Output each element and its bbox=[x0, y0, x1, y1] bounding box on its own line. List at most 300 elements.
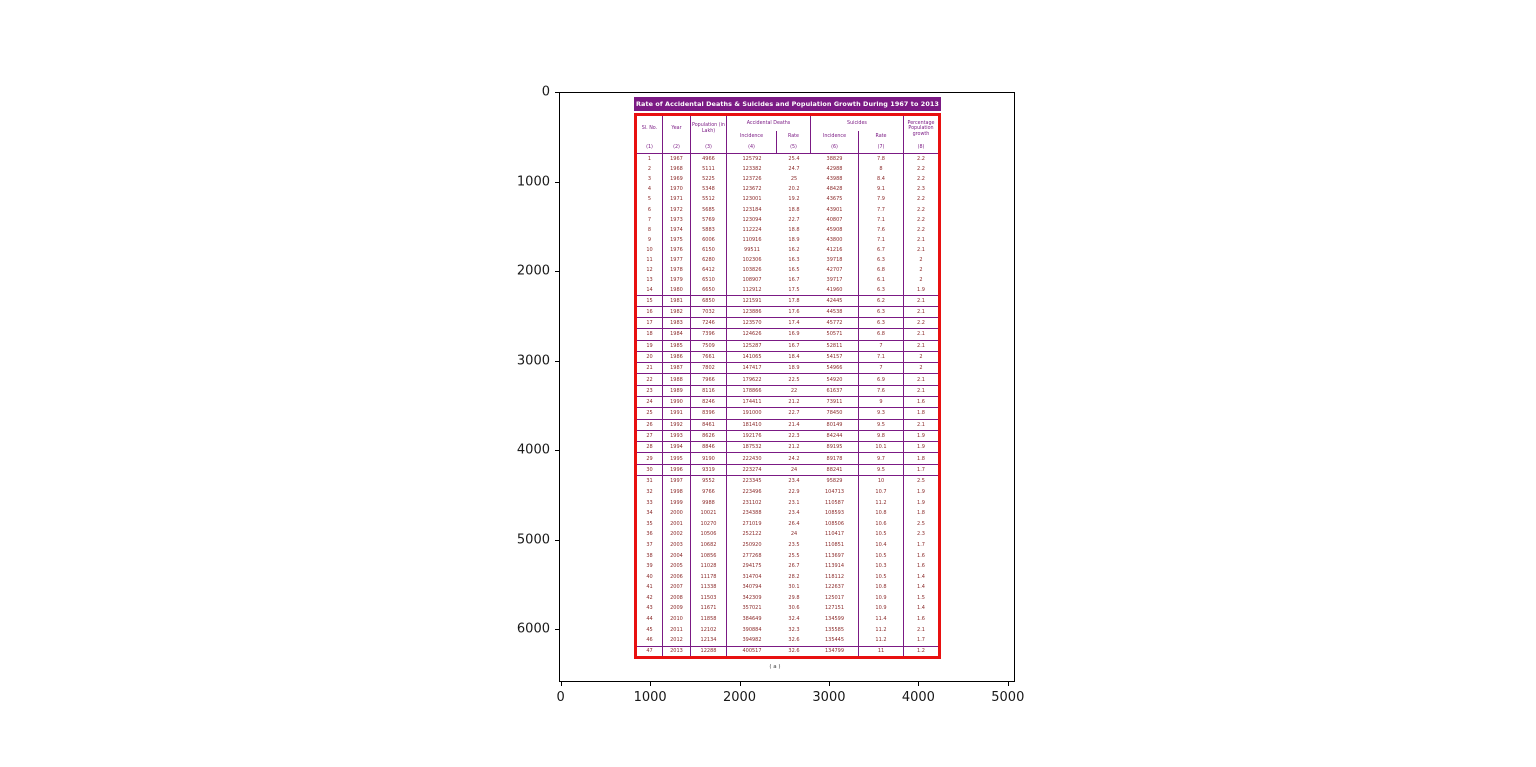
table-cell: 3 bbox=[637, 174, 663, 184]
table-cell: 5512 bbox=[691, 194, 727, 204]
table-cell: 6510 bbox=[691, 275, 727, 285]
table-cell: 2001 bbox=[663, 518, 691, 529]
table-row bbox=[637, 265, 938, 275]
table-cell: 2004 bbox=[663, 550, 691, 561]
table-cell: 1.8 bbox=[917, 510, 925, 517]
table-cell: 6.2 bbox=[859, 296, 904, 305]
table-cell: 2.2 bbox=[917, 176, 925, 183]
col-header-population: Population (in Lakh) bbox=[691, 116, 727, 142]
table-cell: 13 bbox=[637, 275, 663, 285]
table-cell: 6850 bbox=[691, 296, 727, 305]
table-cell: 124626 bbox=[742, 331, 762, 338]
table-cell: 10270 bbox=[691, 518, 727, 529]
table-cell: 1972 bbox=[663, 204, 691, 214]
table-cell: 2.1 bbox=[917, 236, 925, 243]
table-cell: 27 bbox=[637, 431, 663, 441]
table-cell: 271019 bbox=[742, 520, 762, 527]
table-row bbox=[637, 295, 938, 306]
table-cell: 38 bbox=[637, 550, 663, 561]
table-cell: 42445 bbox=[811, 296, 859, 305]
table-cell: 8 bbox=[859, 164, 904, 174]
table-cell: 4966 bbox=[691, 154, 727, 164]
table-row bbox=[637, 582, 938, 593]
table-cell: 123184 bbox=[742, 206, 762, 213]
table-cell: 25 bbox=[790, 176, 798, 183]
y-tick-mark bbox=[555, 182, 559, 183]
table-cell: 17 bbox=[637, 318, 663, 328]
table-cell: 5769 bbox=[691, 215, 727, 225]
table-cell: 222430 bbox=[742, 455, 762, 462]
table-cell: 11.4 bbox=[859, 614, 904, 625]
table-cell: 7.7 bbox=[859, 204, 904, 214]
table-cell: 44538 bbox=[811, 307, 859, 317]
col-index-2: (2) bbox=[663, 142, 691, 154]
table-cell: 17.8 bbox=[788, 297, 800, 304]
table-cell: 2.1 bbox=[917, 297, 925, 304]
table-cell: 8116 bbox=[691, 386, 727, 396]
table-cell: 141065 bbox=[742, 353, 762, 360]
table-cell: 23.5 bbox=[788, 541, 800, 548]
table-row bbox=[637, 194, 938, 204]
table-cell: 1.6 bbox=[917, 563, 925, 570]
table-cell: 112224 bbox=[742, 226, 762, 233]
table-cell: 40807 bbox=[811, 215, 859, 225]
col-group-accidental-deaths: Accidental Deaths bbox=[727, 116, 811, 131]
table-row bbox=[637, 646, 938, 657]
table-cell: 1989 bbox=[663, 386, 691, 396]
table-row bbox=[637, 174, 938, 184]
table-cell: 181410 bbox=[742, 421, 762, 428]
table-cell: 10 bbox=[637, 245, 663, 255]
table-cell: 24 bbox=[637, 397, 663, 407]
table-cell: 2002 bbox=[663, 529, 691, 540]
table-cell: 112912 bbox=[742, 287, 762, 294]
table-row bbox=[637, 603, 938, 614]
table-cell: 1986 bbox=[663, 352, 691, 362]
y-tick-mark bbox=[555, 450, 559, 451]
table-cell: 22.9 bbox=[788, 488, 800, 495]
table-cell: 110417 bbox=[811, 529, 859, 540]
table-cell: 2000 bbox=[663, 508, 691, 519]
table-cell: 26.7 bbox=[788, 563, 800, 570]
table-row bbox=[637, 476, 938, 487]
table-cell: 5883 bbox=[691, 225, 727, 235]
table-row bbox=[637, 453, 938, 464]
table-cell: 2005 bbox=[663, 561, 691, 572]
col-header-year: Year bbox=[663, 116, 691, 142]
table-cell: 6650 bbox=[691, 285, 727, 295]
table-cell: 21.2 bbox=[788, 444, 800, 451]
table-cell: 5111 bbox=[691, 164, 727, 174]
table-row bbox=[637, 614, 938, 625]
table-cell: 1978 bbox=[663, 265, 691, 275]
table-cell: 2.1 bbox=[917, 331, 925, 338]
table-cell: 2 bbox=[919, 256, 923, 263]
table-cell: 125017 bbox=[811, 593, 859, 604]
table-cell: 32.3 bbox=[788, 626, 800, 633]
table-row bbox=[637, 329, 938, 340]
table-cell: 2.2 bbox=[917, 206, 925, 213]
table-cell: 9552 bbox=[691, 476, 727, 487]
table-cell: 2010 bbox=[663, 614, 691, 625]
col-index-1: (1) bbox=[637, 142, 663, 154]
table-cell: 23 bbox=[637, 386, 663, 396]
table-cell: 21 bbox=[637, 363, 663, 373]
col-header-growth: Percentage Population growth bbox=[907, 120, 935, 137]
table-rows bbox=[637, 154, 938, 656]
table-cell: 113697 bbox=[811, 550, 859, 561]
table-cell: 32.6 bbox=[788, 637, 800, 644]
table-row bbox=[637, 529, 938, 540]
y-tick-mark bbox=[555, 271, 559, 272]
table-cell: 2 bbox=[637, 164, 663, 174]
table-row bbox=[637, 363, 938, 374]
table-cell: 1985 bbox=[663, 341, 691, 351]
table-cell: 9988 bbox=[691, 497, 727, 508]
table-cell: 1983 bbox=[663, 318, 691, 328]
table-cell: 250920 bbox=[742, 541, 762, 548]
table-cell: 1981 bbox=[663, 296, 691, 305]
table-cell: 10506 bbox=[691, 529, 727, 540]
y-tick-label: 4000 bbox=[516, 442, 550, 458]
table-cell: 43800 bbox=[811, 235, 859, 245]
y-tick-label: 0 bbox=[541, 84, 550, 100]
table-cell: 22 bbox=[637, 374, 663, 384]
table-cell: 9319 bbox=[691, 465, 727, 475]
x-tick-mark bbox=[561, 682, 562, 686]
table-cell: 7802 bbox=[691, 363, 727, 373]
table-row bbox=[637, 635, 938, 646]
table-cell: 16.9 bbox=[788, 331, 800, 338]
table-cell: 2.2 bbox=[917, 226, 925, 233]
table-cell: 2.1 bbox=[917, 342, 925, 349]
table-cell: 2.1 bbox=[917, 626, 925, 633]
x-tick-mark bbox=[829, 682, 830, 686]
table-cell: 125287 bbox=[742, 342, 762, 349]
table-cell: 24 bbox=[790, 466, 798, 473]
table-cell: 33 bbox=[637, 497, 663, 508]
table-cell: 6.3 bbox=[859, 285, 904, 295]
table-cell: 2.1 bbox=[917, 421, 925, 428]
table-cell: 88241 bbox=[811, 465, 859, 475]
table-cell: 30 bbox=[637, 465, 663, 475]
table-cell: 1988 bbox=[663, 374, 691, 384]
table-cell: 1.7 bbox=[917, 637, 925, 644]
table-row bbox=[637, 397, 938, 408]
table-cell: 1.4 bbox=[917, 605, 925, 612]
table-cell: 8396 bbox=[691, 408, 727, 418]
table-cell: 2008 bbox=[663, 593, 691, 604]
table-cell: 16.5 bbox=[788, 267, 800, 274]
table-cell: 123001 bbox=[742, 196, 762, 203]
table-cell: 121591 bbox=[742, 297, 762, 304]
table-cell: 8626 bbox=[691, 431, 727, 441]
table-cell: 54966 bbox=[811, 363, 859, 373]
table-cell: 10.9 bbox=[859, 603, 904, 614]
table-row bbox=[637, 235, 938, 245]
table-cell: 223274 bbox=[742, 466, 762, 473]
table-cell: 1995 bbox=[663, 453, 691, 463]
table-cell: 8246 bbox=[691, 397, 727, 407]
table-row bbox=[637, 374, 938, 385]
table-row bbox=[637, 593, 938, 604]
table-cell: 1997 bbox=[663, 476, 691, 487]
table-cell: 8.4 bbox=[859, 174, 904, 184]
table-cell: 1977 bbox=[663, 255, 691, 265]
table-cell: 6.8 bbox=[859, 265, 904, 275]
table-cell: 10.7 bbox=[859, 487, 904, 498]
table-cell: 1969 bbox=[663, 174, 691, 184]
table-row bbox=[637, 386, 938, 397]
table-cell: 16.7 bbox=[788, 342, 800, 349]
table-row bbox=[637, 255, 938, 265]
table-cell: 2 bbox=[919, 277, 923, 284]
table-cell: 19 bbox=[637, 341, 663, 351]
table-cell: 18.8 bbox=[788, 206, 800, 213]
table-cell: 73911 bbox=[811, 397, 859, 407]
table-cell: 1973 bbox=[663, 215, 691, 225]
table-cell: 135445 bbox=[811, 635, 859, 646]
table-cell: 42 bbox=[637, 593, 663, 604]
x-tick-label: 0 bbox=[556, 690, 565, 705]
table-cell: 1974 bbox=[663, 225, 691, 235]
table-cell: 10.5 bbox=[859, 571, 904, 582]
table-cell: 26.4 bbox=[788, 520, 800, 527]
table-row bbox=[637, 285, 938, 295]
table-cell: 34 bbox=[637, 508, 663, 519]
table-cell: 108907 bbox=[742, 277, 762, 284]
table-cell: 10682 bbox=[691, 540, 727, 551]
table-row bbox=[637, 154, 938, 164]
table-cell: 16 bbox=[637, 307, 663, 317]
table-cell: 28.2 bbox=[788, 573, 800, 580]
table-cell: 2003 bbox=[663, 540, 691, 551]
table-cell: 9 bbox=[637, 235, 663, 245]
table-row bbox=[637, 518, 938, 529]
table-row bbox=[637, 341, 938, 352]
table-cell: 5348 bbox=[691, 184, 727, 194]
col-index-7: (7) bbox=[859, 142, 904, 154]
table-cell: 1979 bbox=[663, 275, 691, 285]
table-cell: 384649 bbox=[742, 616, 762, 623]
table-cell: 1967 bbox=[663, 154, 691, 164]
table-cell: 22.5 bbox=[788, 376, 800, 383]
table-cell: 7.9 bbox=[859, 194, 904, 204]
table-row bbox=[637, 442, 938, 453]
table-cell: 8 bbox=[637, 225, 663, 235]
table-cell: 11.2 bbox=[859, 635, 904, 646]
table-cell: 400517 bbox=[742, 648, 762, 655]
table-cell: 277268 bbox=[742, 552, 762, 559]
table-cell: 18.9 bbox=[788, 236, 800, 243]
table-cell: 24 bbox=[790, 531, 798, 538]
table-cell: 1998 bbox=[663, 487, 691, 498]
table-cell: 2011 bbox=[663, 624, 691, 635]
table-cell: 45 bbox=[637, 624, 663, 635]
table-cell: 110587 bbox=[811, 497, 859, 508]
table-cell: 15 bbox=[637, 296, 663, 305]
table-cell: 1970 bbox=[663, 184, 691, 194]
table-cell: 43988 bbox=[811, 174, 859, 184]
table-cell: 2 bbox=[919, 365, 923, 372]
table-cell: 103826 bbox=[742, 267, 762, 274]
table-cell: 123382 bbox=[742, 166, 762, 173]
table-cell: 42988 bbox=[811, 164, 859, 174]
table-cell: 54920 bbox=[811, 374, 859, 384]
table-cell: 7.1 bbox=[859, 352, 904, 362]
table-cell: 6.3 bbox=[859, 255, 904, 265]
table-row bbox=[637, 164, 938, 174]
table-cell: 11028 bbox=[691, 561, 727, 572]
table-cell: 1990 bbox=[663, 397, 691, 407]
table-cell: 102306 bbox=[742, 256, 762, 263]
table-cell: 234388 bbox=[742, 510, 762, 517]
table-cell: 7032 bbox=[691, 307, 727, 317]
table-cell: 1982 bbox=[663, 307, 691, 317]
table-cell: 2013 bbox=[663, 647, 691, 657]
table-cell: 9.5 bbox=[859, 465, 904, 475]
table-row bbox=[637, 408, 938, 419]
table-cell: 89178 bbox=[811, 453, 859, 463]
table-cell: 61637 bbox=[811, 386, 859, 396]
table-cell: 1980 bbox=[663, 285, 691, 295]
table-cell: 1994 bbox=[663, 442, 691, 452]
table-cell: 32.6 bbox=[788, 648, 800, 655]
table-cell: 11178 bbox=[691, 571, 727, 582]
table-cell: 6006 bbox=[691, 235, 727, 245]
table-cell: 25 bbox=[637, 408, 663, 418]
table-cell: 1.6 bbox=[917, 399, 925, 406]
table-cell: 26 bbox=[637, 420, 663, 430]
table-cell: 108593 bbox=[811, 508, 859, 519]
table-cell: 78450 bbox=[811, 408, 859, 418]
table-cell: 11 bbox=[859, 647, 904, 657]
table-cell: 7966 bbox=[691, 374, 727, 384]
table-cell: 6.1 bbox=[859, 275, 904, 285]
table-cell: 123672 bbox=[742, 186, 762, 193]
table-cell: 2.1 bbox=[917, 308, 925, 315]
table-cell: 1.7 bbox=[917, 466, 925, 473]
table-cell: 122637 bbox=[811, 582, 859, 593]
table-cell: 223345 bbox=[742, 478, 762, 485]
table-cell: 19.2 bbox=[788, 196, 800, 203]
statistics-table bbox=[634, 97, 941, 659]
table-cell: 123726 bbox=[742, 176, 762, 183]
table-cell: 11338 bbox=[691, 582, 727, 593]
y-tick-mark bbox=[555, 92, 559, 93]
table-cell: 80149 bbox=[811, 420, 859, 430]
x-tick-mark bbox=[740, 682, 741, 686]
table-row bbox=[637, 215, 938, 225]
table-cell: 178866 bbox=[742, 387, 762, 394]
table-cell: 223496 bbox=[742, 488, 762, 495]
table-cell: 41216 bbox=[811, 245, 859, 255]
table-cell: 41960 bbox=[811, 285, 859, 295]
table-cell: 2.2 bbox=[917, 216, 925, 223]
table-cell: 30.6 bbox=[788, 605, 800, 612]
table-cell: 10.6 bbox=[859, 518, 904, 529]
table-cell: 29 bbox=[637, 453, 663, 463]
table-cell: 135585 bbox=[811, 624, 859, 635]
table-cell: 191000 bbox=[742, 410, 762, 417]
table-cell: 6280 bbox=[691, 255, 727, 265]
table-cell: 6.7 bbox=[859, 245, 904, 255]
table-cell: 7 bbox=[859, 341, 904, 351]
table-cell: 16.3 bbox=[788, 256, 800, 263]
table-cell: 43901 bbox=[811, 204, 859, 214]
table-cell: 22 bbox=[790, 387, 798, 394]
table-cell: 2.2 bbox=[917, 320, 925, 327]
table-cell: 110851 bbox=[811, 540, 859, 551]
col-header-slno: Sl. No. bbox=[637, 116, 663, 142]
table-cell: 17.6 bbox=[788, 308, 800, 315]
table-cell: 5 bbox=[637, 194, 663, 204]
table-cell: 20.2 bbox=[788, 186, 800, 193]
table-cell: 10021 bbox=[691, 508, 727, 519]
table-cell: 294175 bbox=[742, 563, 762, 570]
table-cell: 9.3 bbox=[859, 408, 904, 418]
col-header-acc-rate: Rate bbox=[777, 131, 811, 142]
x-tick-label: 1000 bbox=[633, 690, 667, 705]
table-cell: 22.3 bbox=[788, 433, 800, 440]
y-tick-label: 6000 bbox=[516, 621, 550, 637]
table-cell: 95829 bbox=[811, 476, 859, 487]
table-cell: 11.2 bbox=[859, 624, 904, 635]
table-cell: 54157 bbox=[811, 352, 859, 362]
y-tick-label: 3000 bbox=[516, 353, 550, 369]
table-cell: 6150 bbox=[691, 245, 727, 255]
table-cell: 6.3 bbox=[859, 318, 904, 328]
y-tick-label: 2000 bbox=[516, 263, 550, 279]
table-cell: 1.9 bbox=[917, 433, 925, 440]
table-cell: 1976 bbox=[663, 245, 691, 255]
table-row bbox=[637, 225, 938, 235]
table-row bbox=[637, 487, 938, 498]
table-cell: 231102 bbox=[742, 499, 762, 506]
table-row bbox=[637, 465, 938, 476]
table-cell: 32 bbox=[637, 487, 663, 498]
table-cell: 2.5 bbox=[917, 520, 925, 527]
table-cell: 1.9 bbox=[917, 488, 925, 495]
table-cell: 11.2 bbox=[859, 497, 904, 508]
table-cell: 118112 bbox=[811, 571, 859, 582]
table-cell: 314704 bbox=[742, 573, 762, 580]
table-cell: 22.7 bbox=[788, 410, 800, 417]
table-cell: 7 bbox=[859, 363, 904, 373]
table-cell: 6.3 bbox=[859, 307, 904, 317]
table-cell: 134599 bbox=[811, 614, 859, 625]
table-cell: 1968 bbox=[663, 164, 691, 174]
table-cell: 9.8 bbox=[859, 431, 904, 441]
table-cell: 38829 bbox=[811, 154, 859, 164]
table-cell: 32.4 bbox=[788, 616, 800, 623]
table-cell: 104713 bbox=[811, 487, 859, 498]
table-cell: 10856 bbox=[691, 550, 727, 561]
table-cell: 10.5 bbox=[859, 529, 904, 540]
table-cell: 134799 bbox=[811, 647, 859, 657]
table-cell: 16.2 bbox=[788, 246, 800, 253]
table-cell: 45772 bbox=[811, 318, 859, 328]
table-cell: 2.2 bbox=[917, 156, 925, 163]
y-tick-mark bbox=[555, 361, 559, 362]
col-header-sui-incidence: Incidence bbox=[811, 131, 859, 142]
x-tick-label: 5000 bbox=[991, 690, 1025, 705]
table-cell: 7.1 bbox=[859, 215, 904, 225]
table-cell: 44 bbox=[637, 614, 663, 625]
table-cell: 6.9 bbox=[859, 374, 904, 384]
table-cell: 1.5 bbox=[917, 594, 925, 601]
table-cell: 12134 bbox=[691, 635, 727, 646]
